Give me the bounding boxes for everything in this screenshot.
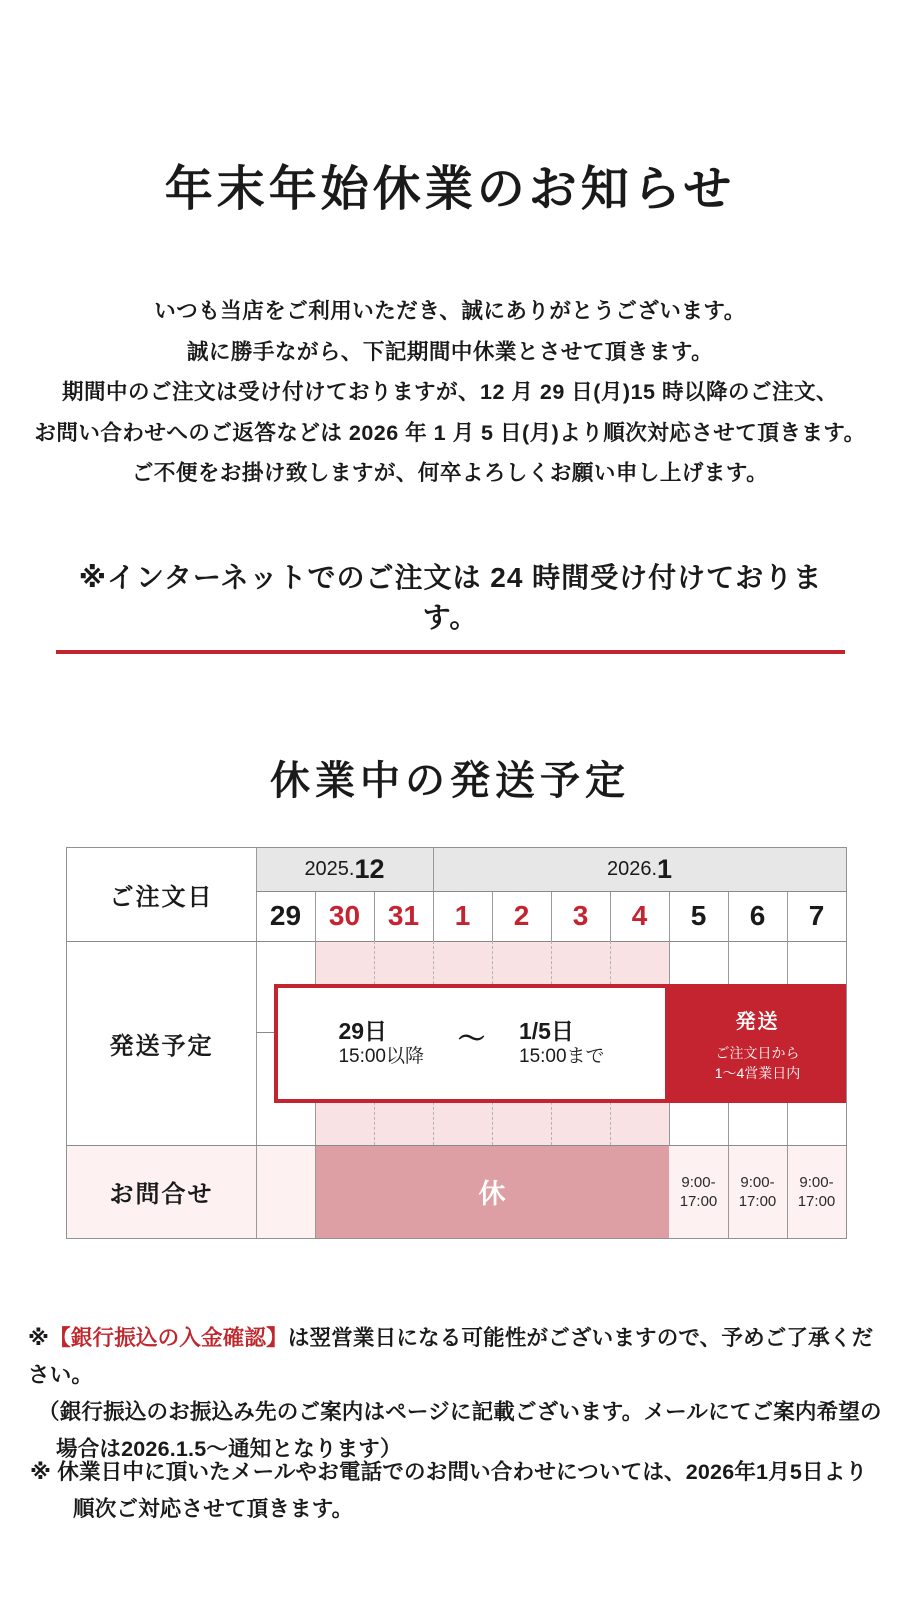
- row-label-contact: お問合せ: [109, 1181, 214, 1208]
- shipping-badge-sub2: 1〜4営業日内: [714, 1064, 801, 1081]
- closure-start-time: 15:00以降: [338, 1045, 424, 1067]
- shipping-badge-title: 発送: [735, 1010, 780, 1033]
- holiday-note-line2: 順次ご対応させて頂きます。: [73, 1497, 354, 1521]
- holiday-contact-note: [30, 1454, 890, 1528]
- month-number-label: 1: [657, 854, 673, 884]
- closure-end-day: 1/5日: [519, 1017, 574, 1044]
- grid-line: [256, 1032, 274, 1033]
- date-cell-29: 29: [269, 900, 302, 931]
- month-number-label: 12: [354, 854, 385, 884]
- intro-line: ご不便をお掛け致しますが、何卒よろしくお願い申し上げます。: [131, 461, 769, 485]
- date-cell-3: 3: [572, 900, 589, 931]
- bank-note-red-text: 【銀行振込の入金確認】: [49, 1326, 288, 1350]
- date-cell-2: 2: [513, 900, 530, 931]
- grid-line: [433, 848, 434, 891]
- shipping-schedule-title: 休業中の発送予定: [270, 759, 630, 804]
- bank-note-line1: [28, 1320, 888, 1394]
- grid-line: [728, 891, 729, 941]
- date-cell-6: 6: [749, 900, 766, 931]
- intro-line: いつも当店をご利用いただき、誠にありがとうございます。: [154, 299, 746, 323]
- shipping-schedule-table: [66, 847, 847, 1239]
- bank-note-line2: （銀行振込のお振込み先のご案内はページに記載ございます。メールにてご案内希望の: [38, 1400, 882, 1424]
- date-cell-7: 7: [808, 900, 825, 931]
- hours-line: 17:00: [679, 1192, 718, 1210]
- grid-line: [374, 891, 375, 941]
- grid-line: [315, 1145, 316, 1238]
- bank-transfer-note: [28, 1320, 888, 1468]
- holiday-note-line1: ※ 休業日中に頂いたメールやお電話でのお問い合わせについては、2026年1月5日より: [30, 1460, 868, 1484]
- hours-line: 9:00-: [740, 1173, 775, 1191]
- grid-line: [551, 891, 552, 941]
- closed-days-block: 休: [315, 1145, 669, 1238]
- grid-line: [787, 891, 788, 941]
- grid-line: [728, 1145, 729, 1238]
- hours-line: 17:00: [738, 1192, 777, 1210]
- row-label-order-date: ご注文日: [109, 884, 214, 911]
- shipping-badge: [669, 984, 846, 1103]
- month-header-jan: [433, 848, 846, 891]
- closure-end: [519, 1018, 605, 1070]
- hours-line: 9:00-: [681, 1173, 716, 1191]
- grid-line: [492, 891, 493, 941]
- business-hours-cell: [728, 1145, 787, 1238]
- bank-note-line3: 場合は2026.1.5〜通知となります）: [56, 1437, 402, 1461]
- bank-note-rest: は翌営業日になる可能性がございますので、予めご了承ください。: [28, 1326, 874, 1387]
- internet-order-note: ※インターネットでのご注文は 24 時間受け付けております。: [56, 556, 845, 654]
- month-year-label: 2025.: [304, 858, 355, 880]
- shipping-badge-sub1: ご注文日から: [715, 1044, 800, 1061]
- shipping-badge-subtitle: [715, 1043, 801, 1083]
- hours-line: 9:00-: [799, 1173, 834, 1191]
- intro-line: 誠に勝手ながら、下記期間中休業とさせて頂きます。: [186, 339, 714, 364]
- date-cell-4: 4: [631, 900, 648, 931]
- grid-line: [67, 1145, 846, 1146]
- closure-start-day: 29日: [338, 1017, 388, 1044]
- grid-line: [433, 891, 434, 941]
- date-cell-30: 30: [328, 900, 361, 931]
- intro-line: お問い合わせへのご返答などは 2026 年 1 月 5 日(月)より順次対応させて頂きます。: [34, 420, 866, 445]
- grid-line: [787, 1145, 788, 1238]
- grid-line: [67, 941, 846, 942]
- row-label-shipping: 発送予定: [109, 1032, 214, 1060]
- page-title: 年末年始休業のお知らせ: [164, 163, 736, 217]
- month-year-label: 2026.: [606, 858, 658, 880]
- business-hours-cell: [669, 1145, 728, 1238]
- month-header-dec: [256, 848, 433, 891]
- business-hours-cell: [787, 1145, 846, 1238]
- closure-start: [338, 1018, 424, 1070]
- date-cell-31: 31: [387, 900, 420, 931]
- grid-line: [669, 891, 670, 941]
- hours-line: 17:00: [797, 1192, 836, 1210]
- grid-line: [256, 891, 846, 892]
- tilde-symbol: 〜: [458, 1024, 485, 1054]
- date-cell-1: 1: [454, 900, 471, 931]
- intro-paragraph: [0, 291, 900, 494]
- closure-period-box: [274, 984, 669, 1103]
- date-cell-5: 5: [690, 900, 707, 931]
- closure-end-time: 15:00まで: [519, 1045, 605, 1067]
- grid-line: [610, 891, 611, 941]
- grid-line: [256, 848, 257, 1238]
- note-marker: ※: [28, 1326, 50, 1350]
- intro-line: 期間中のご注文は受け付けておりますが、12 月 29 日(月)15 時以降のご注文、: [62, 380, 838, 404]
- grid-line: [315, 891, 316, 941]
